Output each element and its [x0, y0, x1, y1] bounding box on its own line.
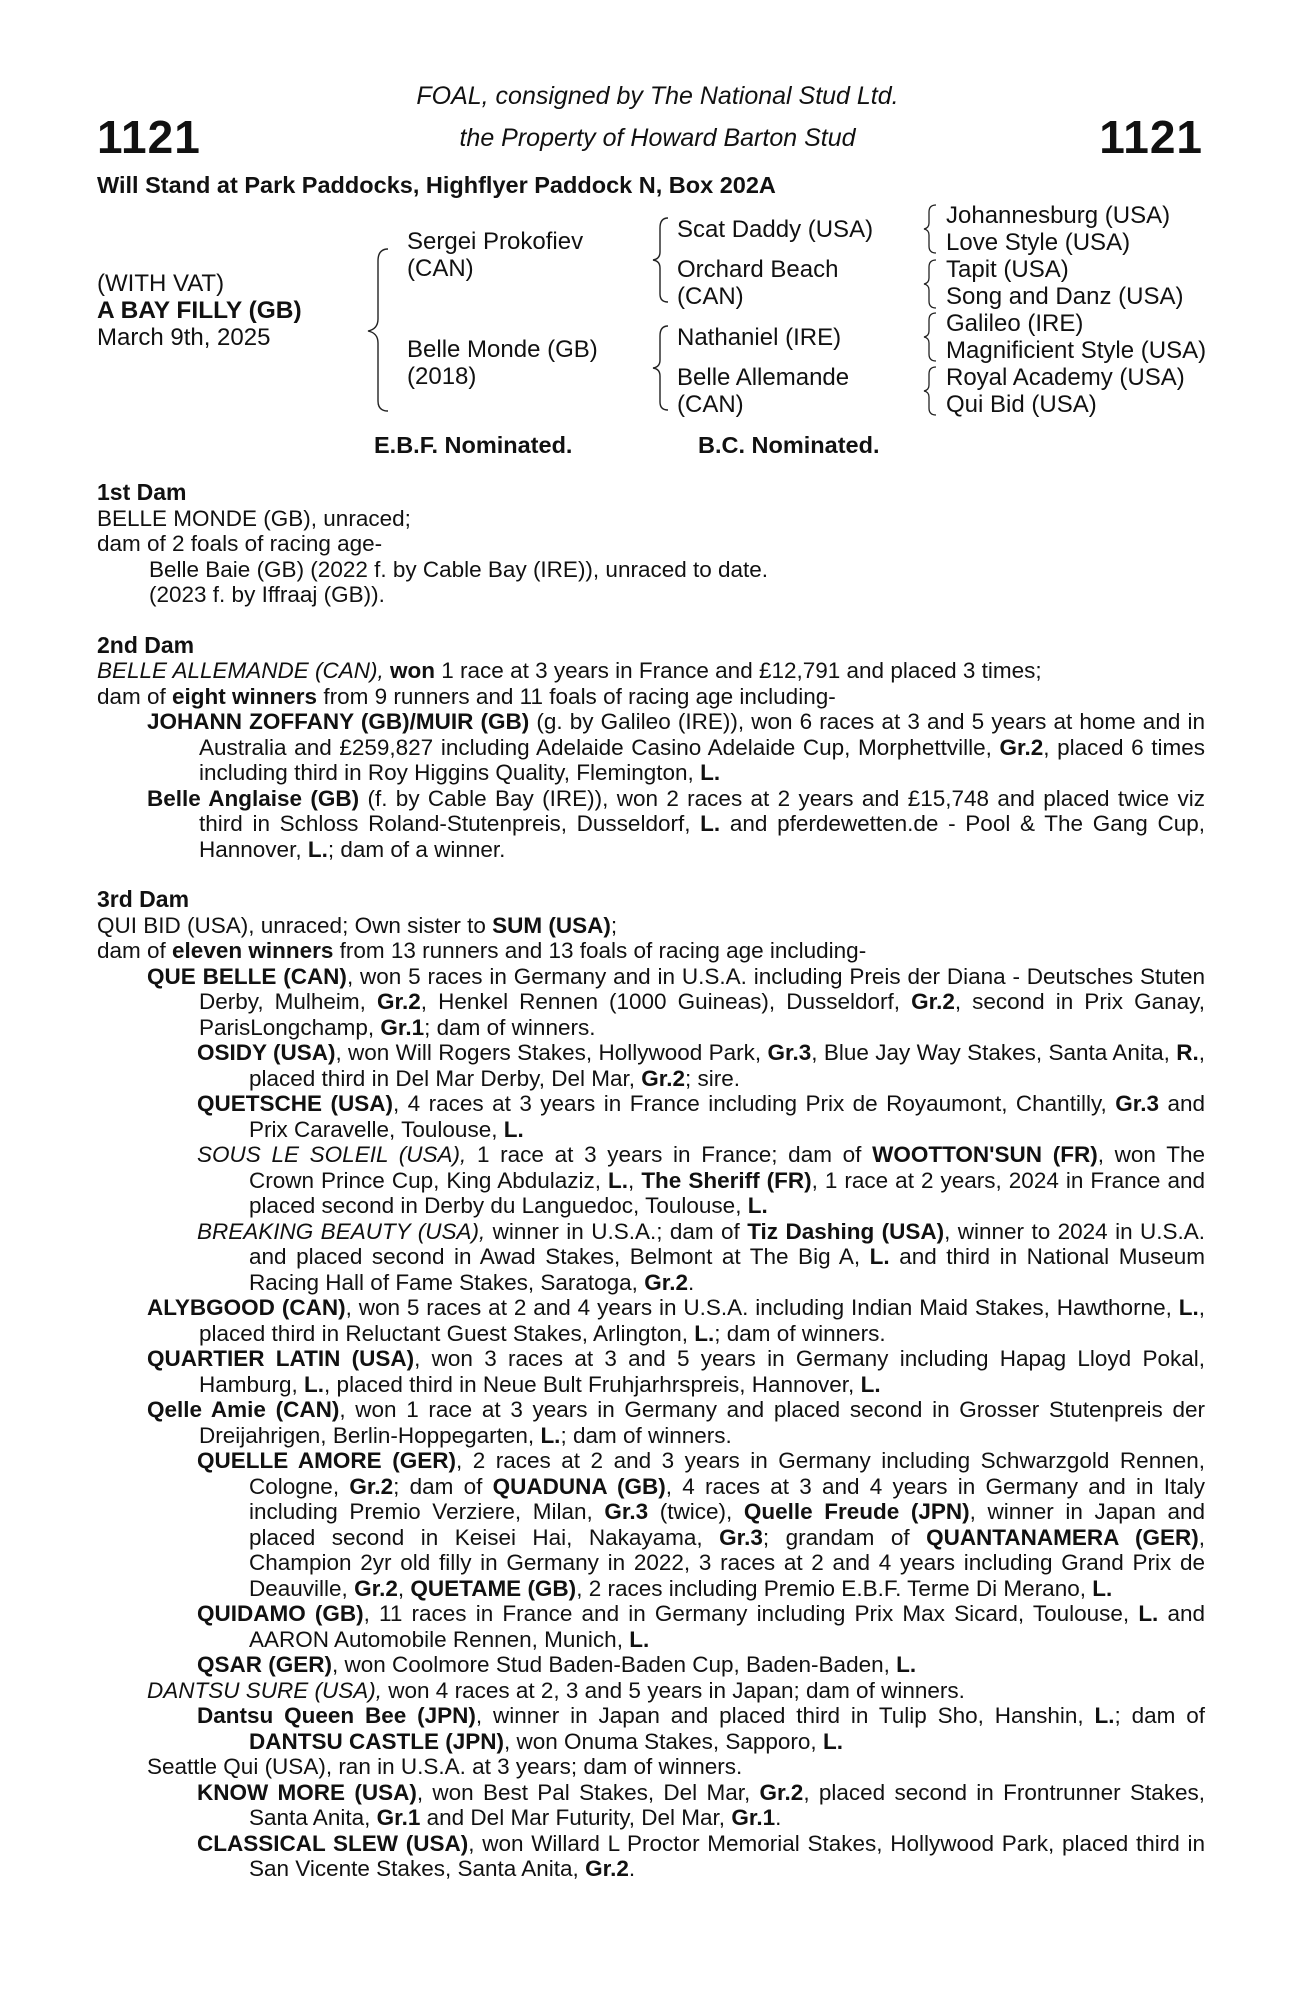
lot-number-left: 1121	[97, 111, 201, 163]
progeny-classical-slew: CLASSICAL SLEW (USA), won Willard L Proctor Memorial Stakes, Hollywood Park, placed third in San Vicente Stakes, Santa Anita, Gr.2.	[197, 1830, 1205, 1881]
progeny-quetsche: QUETSCHE (USA), 4 races at 3 years in France including Prix de Royaumont, Chantilly, Gr.3 and Prix Caravelle, Toulouse, L.	[197, 1091, 1206, 1142]
progeny-johann-zoffany: JOHANN ZOFFANY (GB)/MUIR (GB) (g. by Galileo (IRE)), won 6 races at 3 and 5 years at home and in Australia and £259,827 including Adelaide Casino Adelaide Cup, Morphettville, Gr.2, placed 6 times including third in Roy Higgins Quality, Flemington, L.	[147, 709, 1205, 785]
ggp-sds: Tapit (USA)	[946, 256, 1069, 283]
first-dam-foals: dam of 2 foals of racing age-	[97, 531, 383, 556]
sire-name: Sergei Prokofiev (CAN)	[407, 228, 584, 282]
progeny-seattle-qui: Seattle Qui (USA), ran in U.S.A. at 3 years; dam of winners.	[147, 1754, 743, 1779]
ggp-dss: Galileo (IRE)	[946, 310, 1084, 337]
pedigree-bracket-sire	[648, 214, 678, 306]
progeny-dantsu-sure: DANTSU SURE (USA), won 4 races at 2, 3 and 5 years in Japan; dam of winners.	[147, 1677, 965, 1703]
first-dam-heading: 1st Dam	[97, 479, 187, 505]
ggp-dds: Royal Academy (USA)	[946, 364, 1185, 391]
consignor-line: FOAL, consigned by The National Stud Ltd.	[416, 82, 899, 110]
ggp-ssd: Love Style (USA)	[946, 229, 1131, 256]
progeny-belle-anglaise: Belle Anglaise (GB) (f. by Cable Bay (IRE)), won 2 races at 2 years and £15,748 and placed twice viz third in Schloss Roland-Stutenpreis, Dusseldorf, L. and pferdewetten.de - Pool & The Gang Cup, Hannover, L.; dam of a winner.	[147, 785, 1206, 862]
property-line: the Property of Howard Barton Stud	[459, 124, 856, 152]
vat-label: (WITH VAT)	[97, 270, 225, 297]
bc-nomination: B.C. Nominated.	[698, 432, 880, 458]
pedigree-bracket-ds	[920, 310, 942, 364]
first-dam-foal-2: (2023 f. by Iffraaj (GB)).	[149, 582, 385, 607]
progeny-sous-le-soleil: SOUS LE SOLEIL (USA), 1 race at 3 years in France; dam of WOOTTON'SUN (FR), won The Crown Prince Cup, King Abdulaziz, L., The Sheriff (FR), 1 race at 2 years, 2024 in France and placed second in Derby du Languedoc, Toulouse, L.	[197, 1142, 1205, 1218]
progeny-quartier-latin: QUARTIER LATIN (USA), won 3 races at 3 and 5 years in Germany including Hapag Lloyd Pokal, Hamburg, L., placed third in Neue Bult Fruhjarhrspreis, Hannover, L.	[147, 1346, 1205, 1397]
ggp-dsd: Magnificient Style (USA)	[946, 337, 1207, 364]
ebf-nomination: E.B.F. Nominated.	[374, 432, 573, 458]
progeny-quelle-amore: QUELLE AMORE (GER), 2 races at 2 and 3 years in Germany including Schwarzgold Rennen, Cologne, Gr.2; dam of QUADUNA (GB), 4 races at 3 and 4 years in Germany and in Italy including Premio Verziere, Milan, Gr.3 (twice), Quelle Freude (JPN), winner in Japan and placed second in Keisei Hai, Nakayama, Gr.3; grandam of QUANTANAMERA (GER), Champion 2yr old filly in Germany in 2022, 3 races at 2 and 4 years including Grand Prix de Deauville, Gr.2, QUETAME (GB), 2 races including Premio E.B.F. Terme Di Merano, L.	[197, 1448, 1205, 1601]
progeny-qelle-amie: Qelle Amie (CAN), won 1 race at 3 years in Germany and placed second in Grosser Stutenpreis der Dreijahrigen, Berlin-Hoppegarten, L.; dam of winners.	[147, 1397, 1205, 1448]
pedigree-bracket-sd	[920, 257, 942, 311]
pedigree-bracket-main	[360, 245, 400, 415]
dam-sire: Nathaniel (IRE)	[677, 324, 842, 351]
first-dam-foal-1: Belle Baie (GB) (2022 f. by Cable Bay (IRE)), unraced to date.	[149, 556, 769, 582]
progeny-breaking-beauty: BREAKING BEAUTY (USA), winner in U.S.A.; dam of Tiz Dashing (USA), winner to 2024 in U.S.A. and placed second in Awad Stakes, Belmont at The Big A, L. and third in National Museum Racing Hall of Fame Stakes, Saratoga, Gr.2.	[197, 1218, 1205, 1295]
ggp-ddd: Qui Bid (USA)	[946, 391, 1097, 418]
progeny-dantsu-queen-bee: Dantsu Queen Bee (JPN), winner in Japan and placed third in Tulip Sho, Hanshin, L.; dam of DANTSU CASTLE (JPN), won Onuma Stakes, Sapporo, L.	[197, 1703, 1205, 1754]
pedigree-bracket-dd	[920, 364, 942, 418]
ggp-sss: Johannesburg (USA)	[946, 202, 1171, 229]
stand-location: Will Stand at Park Paddocks, Highflyer Paddock N, Box 202A	[97, 172, 776, 198]
lot-description: A BAY FILLY (GB)	[97, 297, 302, 324]
second-dam-heading: 2nd Dam	[97, 631, 195, 658]
third-dam-line: QUI BID (USA), unraced; Own sister to SUM (USA);	[97, 912, 618, 938]
second-dam-line: BELLE ALLEMANDE (CAN), won 1 race at 3 years in France and £12,791 and placed 3 times;	[97, 658, 1042, 683]
dam-dam: Belle Allemande (CAN)	[677, 364, 850, 418]
sire-sire: Scat Daddy (USA)	[677, 216, 874, 243]
sire-dam: Orchard Beach (CAN)	[677, 256, 839, 310]
pedigree-bracket-dam	[648, 322, 678, 414]
third-dam-produce: dam of eleven winners from 13 runners and 13 foals of racing age including-	[97, 938, 867, 963]
progeny-osidy: OSIDY (USA), won Will Rogers Stakes, Hollywood Park, Gr.3, Blue Jay Way Stakes, Santa Anita, R., placed third in Del Mar Derby, Del Mar, Gr.2; sire.	[197, 1040, 1206, 1091]
first-dam-line: BELLE MONDE (GB), unraced;	[97, 505, 411, 531]
second-dam-produce: dam of eight winners from 9 runners and 11 foals of racing age including-	[97, 683, 836, 709]
dam-name: Belle Monde (GB) (2018)	[407, 336, 598, 390]
progeny-know-more: KNOW MORE (USA), won Best Pal Stakes, Del Mar, Gr.2, placed second in Frontrunner Stakes, Santa Anita, Gr.1 and Del Mar Futurity, Del Mar, Gr.1.	[197, 1779, 1206, 1830]
ggp-sdd: Song and Danz (USA)	[946, 283, 1184, 310]
pedigree-bracket-ss	[920, 202, 942, 256]
lot-number-right: 1121	[1099, 111, 1203, 163]
progeny-quidamo: QUIDAMO (GB), 11 races in France and in Germany including Prix Max Sicard, Toulouse, L. and AARON Automobile Rennen, Munich, L.	[197, 1601, 1205, 1652]
foaling-date: March 9th, 2025	[97, 324, 271, 351]
progeny-alybgood: ALYBGOOD (CAN), won 5 races at 2 and 4 years in U.S.A. including Indian Maid Stakes, Hawthorne, L., placed third in Reluctant Guest Stakes, Arlington, L.; dam of winners.	[147, 1295, 1205, 1346]
third-dam-heading: 3rd Dam	[97, 886, 190, 912]
progeny-que-belle: QUE BELLE (CAN), won 5 races in Germany and in U.S.A. including Preis der Diana - Deutsches Stuten Derby, Mulheim, Gr.2, Henkel Rennen (1000 Guineas), Dusseldorf, Gr.2, second in Prix Ganay, ParisLongchamp, Gr.1; dam of winners.	[147, 963, 1205, 1040]
progeny-qsar: QSAR (GER), won Coolmore Stud Baden-Baden Cup, Baden-Baden, L.	[197, 1652, 917, 1677]
catalogue-body	[97, 480, 1205, 1882]
